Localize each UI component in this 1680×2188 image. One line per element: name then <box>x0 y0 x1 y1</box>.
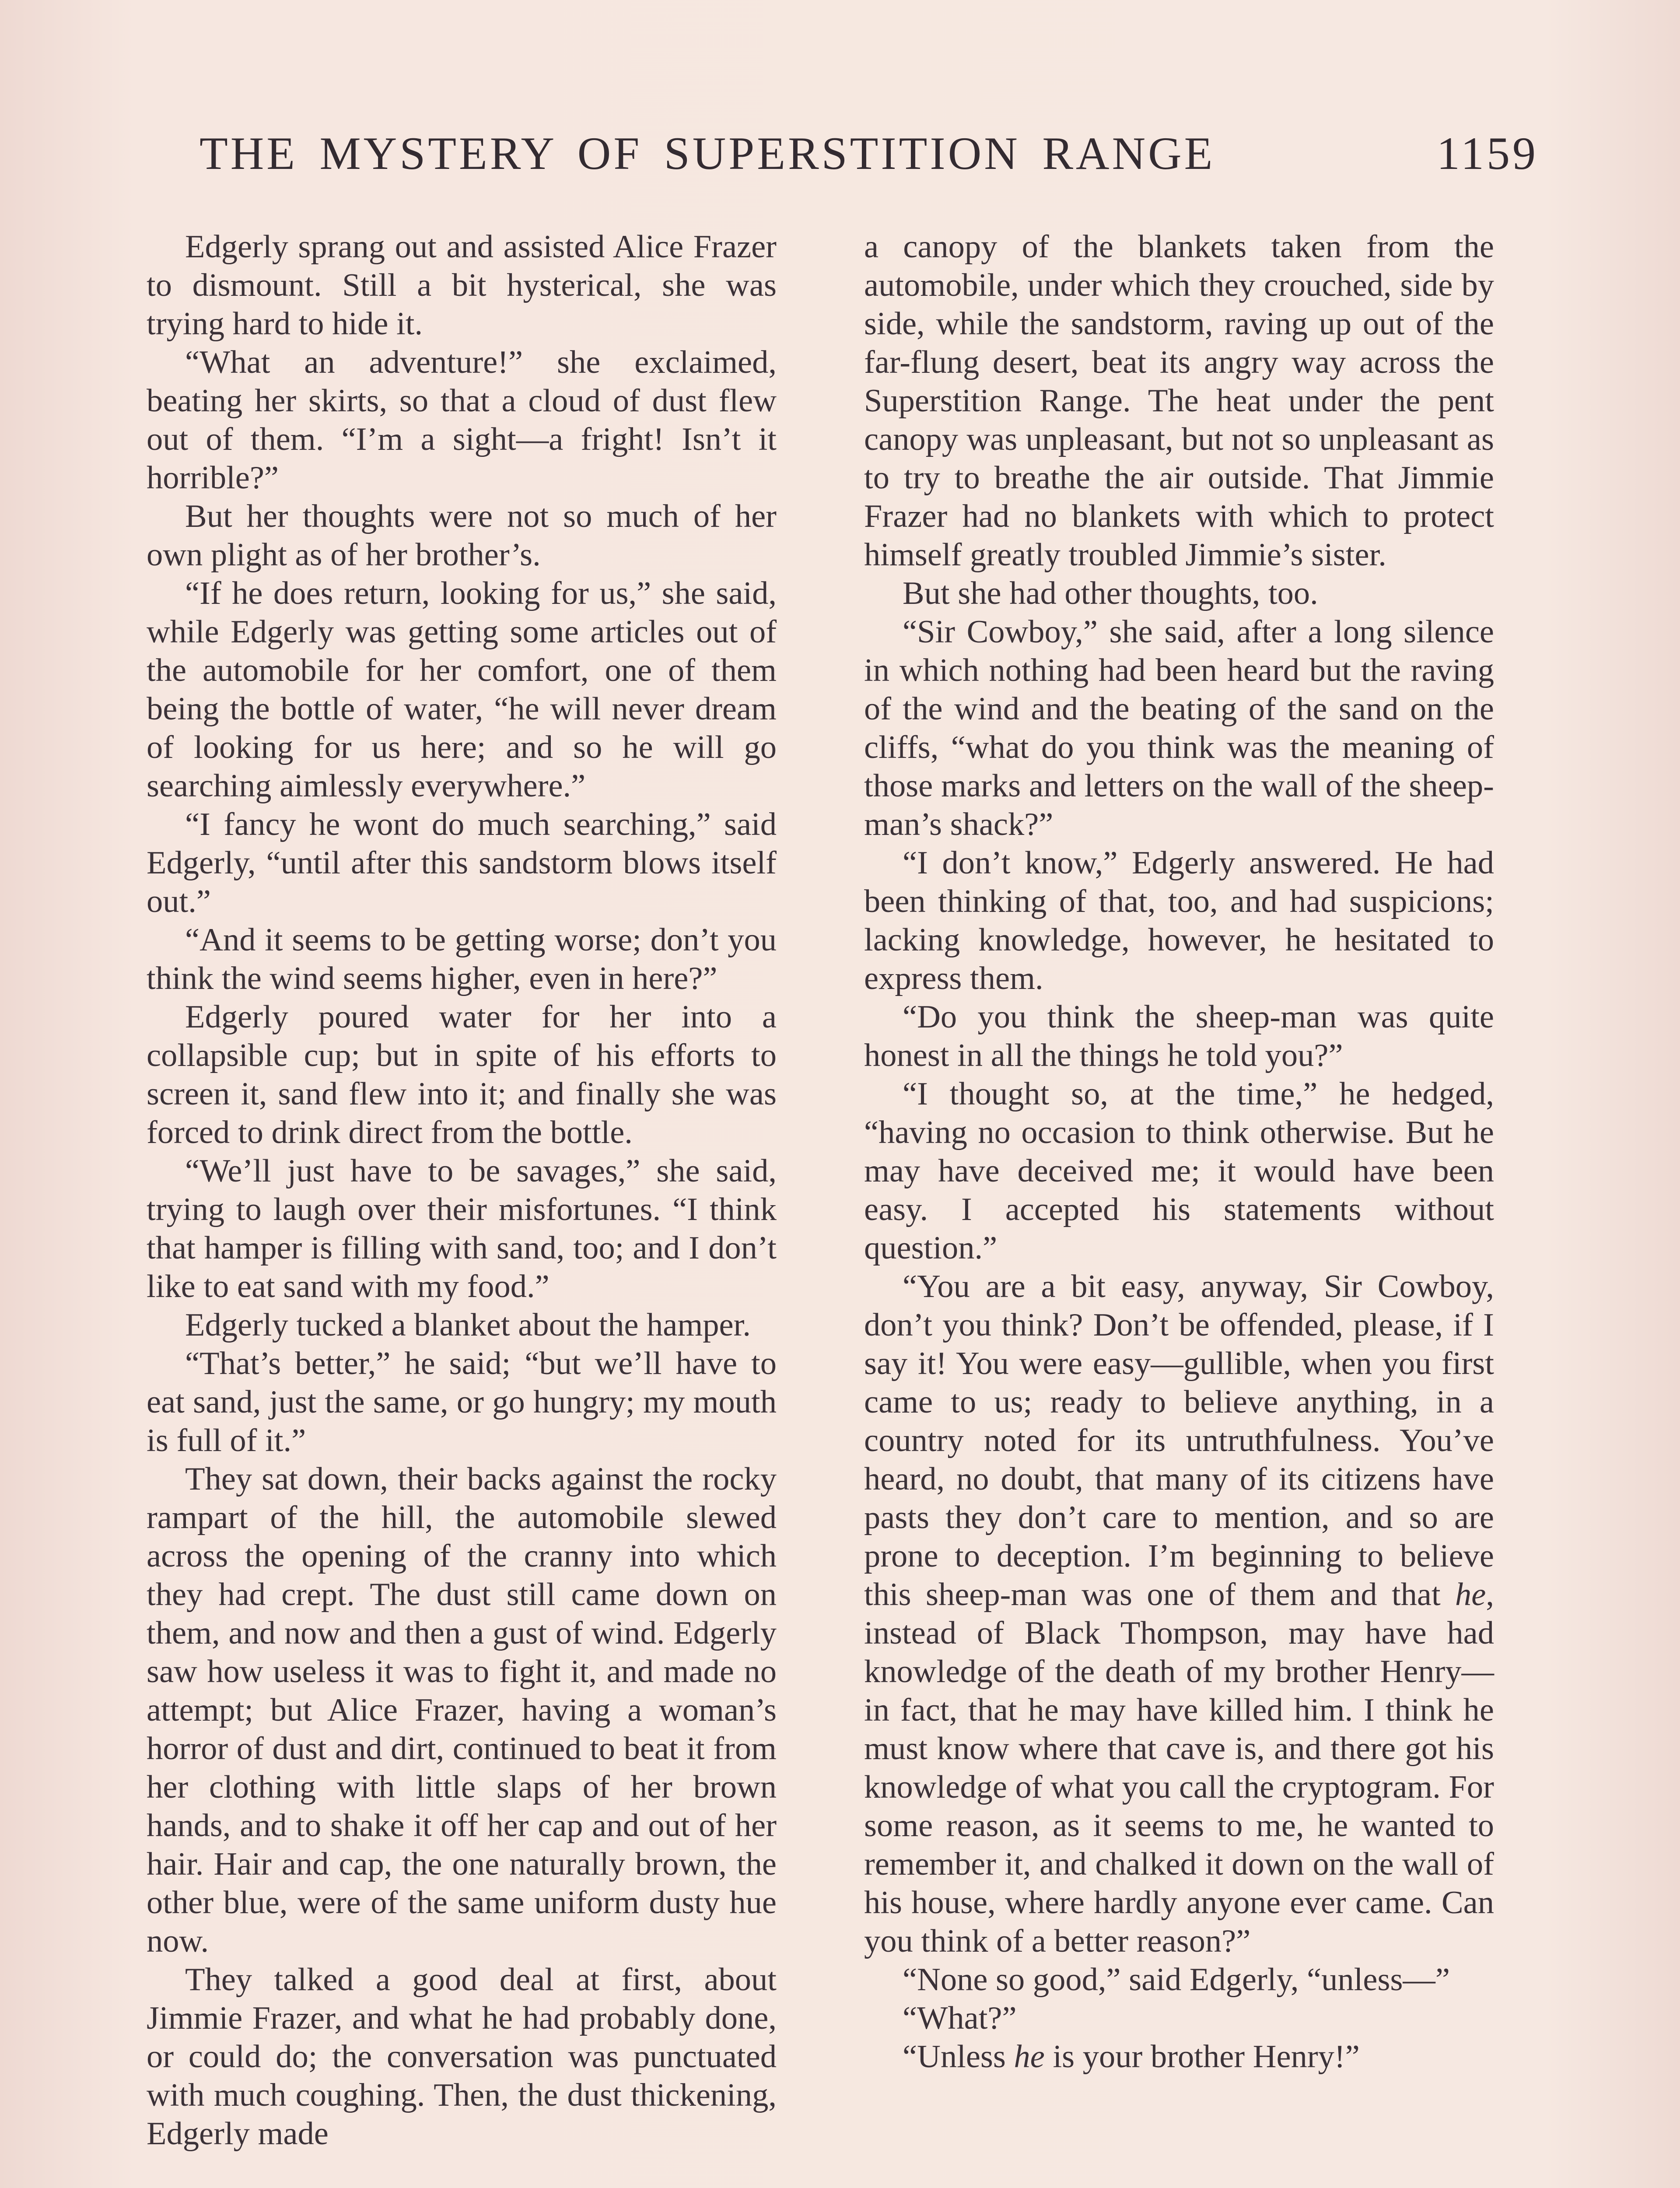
right-column <box>864 228 1494 2076</box>
running-header <box>200 127 1538 184</box>
emphasis: he <box>1014 2039 1045 2075</box>
running-title: THE MYSTERY OF SUPERSTITION RANGE <box>200 128 1215 179</box>
paragraph: “None so good,” said Edgerly, “unless—” <box>903 1962 1450 1998</box>
paragraph: “We’ll just have to be savages,” she said, trying to laugh over their misfortunes. “I think that hamper is filling with sand, too; and I don’t like to eat sand with my food.” <box>147 1153 777 1304</box>
text-run: , instead of Black Thompson, may have had knowledge of the death of my brother Henry—in fact, that he may have killed him. I think he must know where that cave is, and there got his knowledge of what you call the cryptogram. For some reason, as it seems to me, he wanted to remember it, and chalked it down on the wall of his house, where hardly anyone ever came. Can you think of a better reason?” <box>864 1577 1494 1959</box>
page-number: 1159 <box>1436 128 1538 179</box>
paragraph-continuation: a canopy of the blankets taken from the automobile, under which they crouched, side by side, while the sandstorm, raving up out of the far-flung desert, beat its angry way across the Superstition Range. The heat under the pent canopy was unpleasant, but not so unpleasant as to try to breathe the air outside. That Jimmie Frazer had no blankets with which to protect himself greatly troubled Jimmie’s sister. <box>864 229 1494 573</box>
paragraph: They talked a good deal at first, about Jimmie Frazer, and what he had probably done, or could do; the conversation was punctuated with much coughing. Then, the dust thickening, Edgerly made <box>147 1962 777 2152</box>
text-run: “You are a bit easy, anyway, Sir Cowboy, don’t you think? Don’t be offended, please, if I say it! You were easy—gullible, when you first came to us; ready to believe anything, in a country noted for its untruthfulness. You’ve heard, no doubt, that many of its citizens have pasts they don’t care to mention, and so are prone to deception. I’m beginning to believe this sheep-man was one of them and that <box>864 1269 1494 1613</box>
paragraph: “Sir Cowboy,” she said, after a long silence in which nothing had been heard but the raving of the wind and the beating of the sand on the cliffs, “what do you think was the meaning of those marks and letters on the wall of the sheep-man’s shack?” <box>864 614 1494 842</box>
paragraph: Edgerly poured water for her into a collapsible cup; but in spite of his efforts to screen it, sand flew into it; and finally she was forced to drink direct from the bottle. <box>147 999 777 1150</box>
text-run: is your brother Henry!” <box>1044 2039 1360 2075</box>
paragraph: “I fancy he wont do much searching,” said Edgerly, “until after this sandstorm blows itself out.” <box>147 806 777 919</box>
paragraph: “I don’t know,” Edgerly answered. He had been thinking of that, too, and had suspicions; lacking knowledge, however, he hesitated to express them. <box>864 845 1494 996</box>
paragraph <box>864 2037 1494 2076</box>
paragraph: But she had other thoughts, too. <box>903 575 1318 611</box>
paragraph: Edgerly tucked a blanket about the hamper. <box>185 1307 751 1343</box>
paragraph: But her thoughts were not so much of her own plight as of her brother’s. <box>147 498 777 573</box>
left-column <box>147 228 777 2153</box>
paragraph: “What?” <box>903 2000 1017 2036</box>
paragraph: “What an adventure!” she exclaimed, beating her skirts, so that a cloud of dust flew out of them. “I’m a sight—a fright! Isn’t it horrible?” <box>147 344 777 496</box>
paragraph: “Do you think the sheep-man was quite honest in all the things he told you?” <box>864 999 1494 1073</box>
text-run: “Unless <box>903 2039 1014 2075</box>
paragraph <box>864 1267 1494 1960</box>
paragraph: “I thought so, at the time,” he hedged, “having no occasion to think otherwise. But he may have deceived me; it would have been easy. I accepted his statements without question.” <box>864 1076 1494 1266</box>
paragraph: Edgerly sprang out and assisted Alice Frazer to dismount. Still a bit hysterical, she was trying hard to hide it. <box>147 229 777 342</box>
paragraph: “That’s better,” he said; “but we’ll have to eat sand, just the same, or go hungry; my mouth is full of it.” <box>147 1346 777 1459</box>
paragraph: They sat down, their backs against the rocky rampart of the hill, the automobile slewed across the opening of the cranny into which they had crept. The dust still came down on them, and now and then a gust of wind. Edgerly saw how useless it was to fight it, and made no attempt; but Alice Frazer, having a woman’s horror of dust and dirt, continued to beat it from her clothing with little slaps of her brown hands, and to shake it off her cap and out of her hair. Hair and cap, the one naturally brown, the other blue, were of the same uniform dusty hue now. <box>147 1461 777 1959</box>
paragraph: “If he does return, looking for us,” she said, while Edgerly was getting some articles out of the automobile for her comfort, one of them being the bottle of water, “he will never dream of looking for us here; and so he will go searching aimlessly everywhere.” <box>147 575 777 804</box>
paragraph: “And it seems to be getting worse; don’t you think the wind seems higher, even in here?” <box>147 922 777 996</box>
emphasis: he <box>1455 1577 1486 1613</box>
